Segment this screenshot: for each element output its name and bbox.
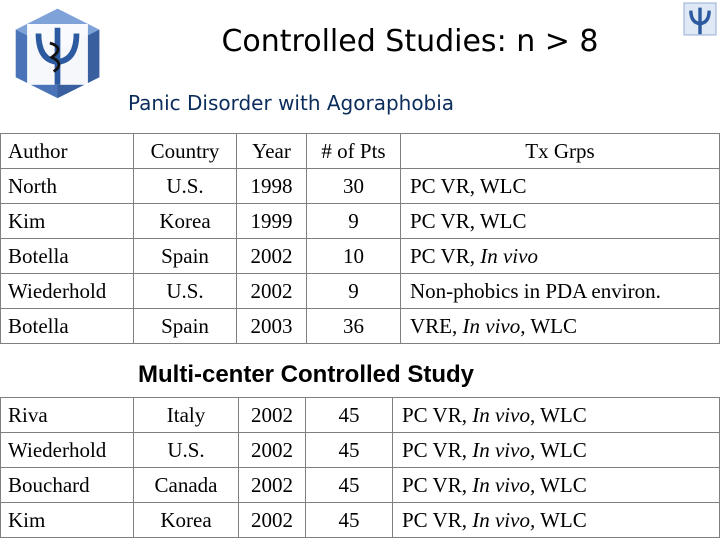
cell-pts: 45 [306,398,393,433]
cell-tx: PC VR, In vivo, WLC [393,398,720,433]
cell-pts: 45 [306,503,393,538]
cell-pts: 10 [307,239,401,274]
cell-year: 2002 [237,239,307,274]
cell-year: 1999 [237,204,307,239]
section-title: Multi-center Controlled Study [138,361,474,388]
table-row [1,468,720,503]
cell-country: U.S. [134,274,237,309]
cell-tx: PC VR, WLC [401,204,720,239]
cell-pts: 9 [307,274,401,309]
cell-author: Kim [1,503,134,538]
cell-author: Wiederhold [1,274,134,309]
table-header-row [1,134,720,169]
column-header-author: Author [1,134,134,169]
cell-country: Spain [134,309,237,344]
cell-country: Korea [134,503,239,538]
cell-tx: VRE, In vivo, WLC [401,309,720,344]
page-title: Controlled Studies: n > 8 [221,24,599,59]
cell-year: 2003 [237,309,307,344]
cell-tx: PC VR, In vivo, WLC [393,433,720,468]
cell-author: Kim [1,204,134,239]
table-row [1,433,720,468]
cell-author: Botella [1,309,134,344]
cell-tx: PC VR, In vivo [401,239,720,274]
table-row [1,204,720,239]
cell-tx: PC VR, WLC [401,169,720,204]
cell-pts: 9 [307,204,401,239]
column-header-country: Country [134,134,237,169]
table-row [1,239,720,274]
cell-tx: PC VR, In vivo, WLC [393,503,720,538]
cell-author: Botella [1,239,134,274]
cell-author: North [1,169,134,204]
column-header-tx: Tx Grps [401,134,720,169]
cell-country: Canada [134,468,239,503]
table-row [1,398,720,433]
cell-country: Korea [134,204,237,239]
cell-year: 2002 [239,398,306,433]
psi-small-logo-icon [681,0,719,38]
cell-pts: 45 [306,468,393,503]
cell-author: Bouchard [1,468,134,503]
cell-pts: 30 [307,169,401,204]
cell-tx: Non-phobics in PDA environ. [401,274,720,309]
multicenter-table [0,397,720,538]
cell-author: Wiederhold [1,433,134,468]
cell-author: Riva [1,398,134,433]
table-row [1,169,720,204]
cell-pts: 36 [307,309,401,344]
column-header-year: Year [237,134,307,169]
cell-year: 2002 [239,433,306,468]
cell-year: 2002 [237,274,307,309]
table-row [1,503,720,538]
studies-table [0,133,720,344]
cell-tx: PC VR, In vivo, WLC [393,468,720,503]
cell-country: Italy [134,398,239,433]
psi-cube-logo-icon [10,5,105,100]
cell-country: Spain [134,239,237,274]
cell-year: 2002 [239,468,306,503]
table-row [1,309,720,344]
cell-country: U.S. [134,169,237,204]
cell-year: 2002 [239,503,306,538]
column-header-pts: # of Pts [307,134,401,169]
table-row [1,274,720,309]
cell-pts: 45 [306,433,393,468]
cell-country: U.S. [134,433,239,468]
page-subtitle: Panic Disorder with Agoraphobia [128,91,455,115]
cell-year: 1998 [237,169,307,204]
